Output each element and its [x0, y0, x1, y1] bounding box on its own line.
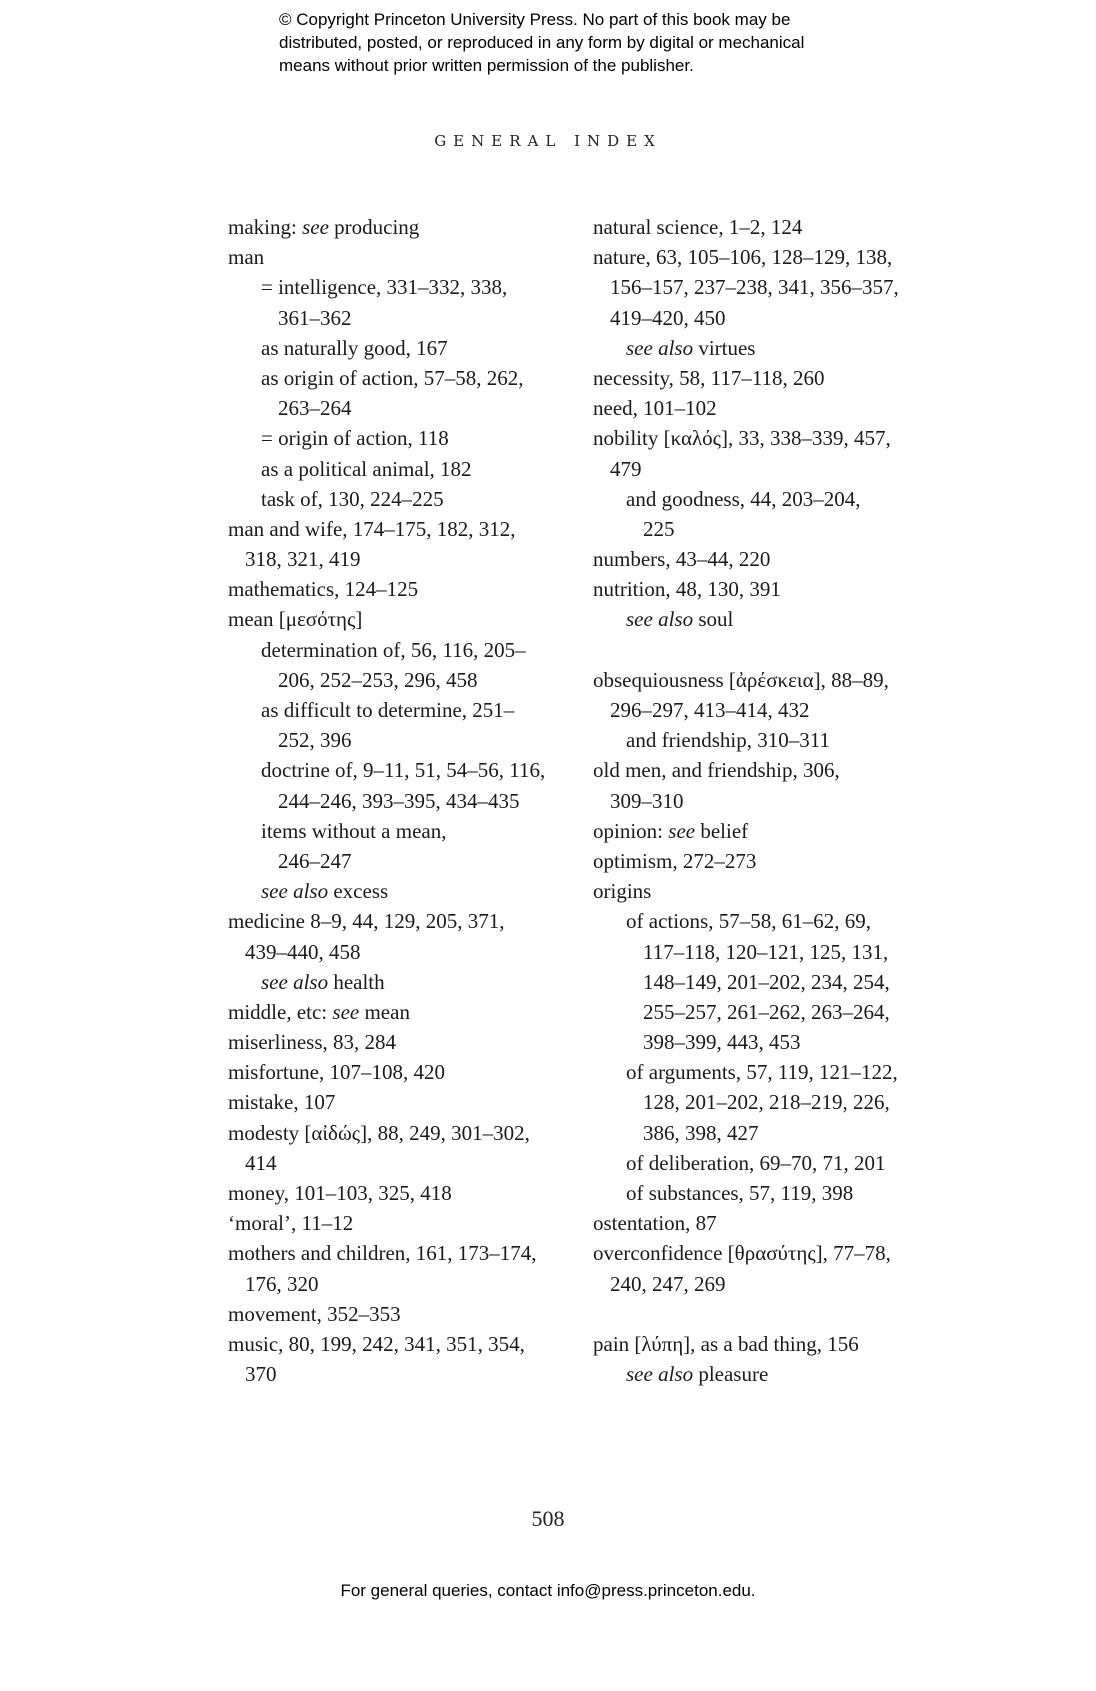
- index-entry-continuation: [593, 997, 953, 1027]
- index-subentry: [593, 1178, 953, 1208]
- index-entry-continuation: [228, 1269, 588, 1299]
- index-subentry: [593, 333, 953, 363]
- footer-contact: For general queries, contact info@press.princeton.edu.: [340, 1581, 756, 1600]
- index-subentry: [593, 1148, 953, 1178]
- index-entry: [228, 212, 588, 242]
- index-entry-text: medicine 8–9, 44, 129, 205, 371,: [228, 909, 505, 934]
- index-entry-text: making:: [228, 215, 303, 239]
- index-entry-continuation: [228, 1359, 588, 1389]
- index-entry-text: man and wife, 174–175, 182, 312,: [228, 516, 516, 541]
- cross-reference-target: virtues: [693, 335, 756, 360]
- index-entry-text: origins: [593, 879, 652, 904]
- index-entry-text: 225: [643, 516, 675, 541]
- index-subentry: [228, 333, 588, 363]
- index-entry-text: 117–118, 120–121, 125, 131,: [643, 939, 889, 964]
- index-entry-text: numbers, 43–44, 220: [593, 547, 771, 572]
- index-entry-text: 318, 321, 419: [245, 547, 361, 572]
- index-entry-text: ‘moral’, 11–12: [228, 1211, 354, 1236]
- index-entry: [228, 514, 588, 544]
- cross-reference-target: mean: [359, 999, 410, 1024]
- index-entry-text: 414: [245, 1150, 277, 1175]
- index-entry: [228, 1238, 588, 1268]
- index-entry-text: nobility [καλός], 33, 338–339, 457,: [593, 426, 891, 451]
- index-entry-text: 439–440, 458: [245, 939, 361, 964]
- index-entry-text: opinion:: [593, 818, 669, 843]
- cross-reference-label: see also: [261, 879, 329, 904]
- cross-reference-label: see also: [626, 335, 694, 360]
- index-entry-continuation: [228, 544, 588, 574]
- cross-reference-target: health: [328, 969, 385, 994]
- index-entry-text: items without a mean,: [261, 818, 447, 843]
- index-entry-text: 263–264: [278, 396, 352, 421]
- index-entry-text: need, 101–102: [593, 396, 717, 421]
- index-entry-continuation: [593, 454, 953, 484]
- index-entry: [228, 604, 588, 634]
- index-subentry: [593, 906, 953, 936]
- index-entry-text: money, 101–103, 325, 418: [228, 1181, 452, 1205]
- index-subentry: [228, 454, 588, 484]
- index-entry-continuation: [228, 303, 588, 333]
- index-entry: [593, 242, 953, 272]
- index-entry: [593, 846, 953, 876]
- index-entry-text: of actions, 57–58, 61–62, 69,: [626, 909, 871, 934]
- index-entry-continuation: [593, 695, 953, 725]
- copyright-line: © Copyright Princeton University Press. No part of this book may be: [279, 10, 791, 29]
- index-entry-continuation: [228, 846, 588, 876]
- index-entry: [593, 212, 953, 242]
- index-entry-continuation: [228, 786, 588, 816]
- index-entry-continuation: [228, 937, 588, 967]
- cross-reference-label: see: [668, 818, 696, 843]
- index-entry-text: of arguments, 57, 119, 121–122,: [626, 1060, 898, 1085]
- index-entry: [593, 755, 953, 785]
- index-subentry: [593, 484, 953, 514]
- index-subentry: [228, 484, 588, 514]
- index-entry: [228, 1087, 588, 1117]
- index-entry: [228, 242, 588, 272]
- copyright-line: means without prior written permission of the publisher.: [279, 56, 694, 75]
- index-subentry: [228, 695, 588, 725]
- index-entry-text: 361–362: [278, 305, 352, 330]
- index-entry-text: pain [λύπη], as a bad thing, 156: [593, 1331, 859, 1356]
- index-entry: [593, 876, 953, 906]
- index-entry: [228, 1299, 588, 1329]
- index-entry: [593, 1208, 953, 1238]
- index-entry-text: 370: [245, 1362, 277, 1387]
- index-entry: [228, 906, 588, 936]
- index-entry-text: nutrition, 48, 130, 391: [593, 577, 781, 602]
- index-column-right: [593, 212, 953, 1389]
- index-entry-continuation: [593, 1269, 953, 1299]
- index-subentry: [228, 816, 588, 846]
- index-entry-text: 386, 398, 427: [643, 1120, 759, 1145]
- index-subentry: [228, 967, 588, 997]
- index-entry-text: 479: [610, 456, 642, 481]
- index-entry: [228, 1057, 588, 1087]
- index-entry-text: 419–420, 450: [610, 305, 726, 330]
- index-entry-text: natural science, 1–2, 124: [593, 215, 803, 239]
- index-subentry: [228, 423, 588, 453]
- index-entry: [228, 1027, 588, 1057]
- index-entry: [593, 393, 953, 423]
- index-entry-text: 240, 247, 269: [610, 1271, 726, 1296]
- index-entry-continuation: [228, 725, 588, 755]
- index-entry-continuation: [593, 937, 953, 967]
- index-subentry: [228, 876, 588, 906]
- cross-reference-target: belief: [695, 818, 749, 843]
- index-entry-text: 246–247: [278, 848, 352, 873]
- index-entry: [228, 1178, 588, 1208]
- index-entry-text: 296–297, 413–414, 432: [610, 698, 810, 722]
- index-entry-text: 255–257, 261–262, 263–264,: [643, 999, 890, 1024]
- cross-reference-label: see: [332, 999, 360, 1024]
- index-entry-text: misfortune, 107–108, 420: [228, 1060, 445, 1085]
- copyright-line: distributed, posted, or reproduced in any form by digital or mechanical: [279, 33, 805, 52]
- index-entry: [593, 544, 953, 574]
- index-entry: [593, 1329, 953, 1359]
- index-group-gap: [593, 1299, 953, 1329]
- index-column-left: [228, 212, 588, 1389]
- index-subentry: [228, 755, 588, 785]
- cross-reference-target: excess: [328, 879, 389, 904]
- index-entry-text: mistake, 107: [228, 1090, 336, 1115]
- index-entry-continuation: [593, 786, 953, 816]
- index-entry-text: task of, 130, 224–225: [261, 486, 444, 511]
- index-entry-continuation: [228, 393, 588, 423]
- index-entry-text: optimism, 272–273: [593, 848, 757, 873]
- index-entry-text: old men, and friendship, 306,: [593, 758, 840, 783]
- index-entry-text: ostentation, 87: [593, 1211, 717, 1236]
- index-entry-continuation: [593, 1118, 953, 1148]
- index-entry: [593, 574, 953, 604]
- index-entry-text: 244–246, 393–395, 434–435: [278, 788, 520, 813]
- index-entry-text: 206, 252–253, 296, 458: [278, 667, 478, 692]
- cross-reference-label: see: [302, 215, 329, 239]
- index-entry-continuation: [228, 665, 588, 695]
- index-entry-text: middle, etc:: [228, 999, 333, 1024]
- page-title: GENERAL INDEX: [434, 132, 662, 150]
- index-subentry: [593, 604, 953, 634]
- index-entry-text: 252, 396: [278, 728, 352, 753]
- index-entry-text: music, 80, 199, 242, 341, 351, 354,: [228, 1331, 525, 1356]
- index-entry: [228, 574, 588, 604]
- index-entry-text: as naturally good, 167: [261, 335, 448, 360]
- index-entry-text: 148–149, 201–202, 234, 254,: [643, 969, 890, 994]
- cross-reference-label: see also: [626, 607, 694, 632]
- index-entry-text: nature, 63, 105–106, 128–129, 138,: [593, 245, 893, 270]
- page-number: 508: [531, 1506, 565, 1531]
- index-entry-continuation: [593, 1027, 953, 1057]
- index-entry-text: necessity, 58, 117–118, 260: [593, 365, 825, 390]
- cross-reference-label: see also: [626, 1362, 694, 1387]
- index-entry-continuation: [593, 967, 953, 997]
- index-entry-text: mothers and children, 161, 173–174,: [228, 1241, 537, 1266]
- index-subentry: [228, 272, 588, 302]
- index-entry-text: determination of, 56, 116, 205–: [261, 637, 526, 662]
- index-entry-text: of substances, 57, 119, 398: [626, 1181, 854, 1205]
- index-entry-text: 156–157, 237–238, 341, 356–357,: [610, 275, 899, 300]
- index-entry-continuation: [593, 272, 953, 302]
- index-subentry: [593, 725, 953, 755]
- index-subentry: [228, 363, 588, 393]
- index-entry: [593, 1238, 953, 1268]
- index-entry: [228, 1329, 588, 1359]
- index-entry-text: 128, 201–202, 218–219, 226,: [643, 1090, 890, 1115]
- index-entry-text: mean [μεσότης]: [228, 607, 363, 632]
- index-entry-continuation: [593, 303, 953, 333]
- index-entry-text: obsequiousness [ἀρέσκεια], 88–89,: [593, 667, 889, 692]
- index-group-gap: [593, 635, 953, 665]
- index-entry-text: man: [228, 245, 265, 270]
- index-entry-continuation: [593, 1087, 953, 1117]
- index-entry-text: = intelligence, 331–332, 338,: [261, 275, 508, 300]
- index-entry: [593, 363, 953, 393]
- index-entry: [228, 997, 588, 1027]
- index-entry-text: modesty [αἰδώς], 88, 249, 301–302,: [228, 1120, 530, 1145]
- index-entry-text: and goodness, 44, 203–204,: [626, 486, 861, 511]
- index-entry-text: doctrine of, 9–11, 51, 54–56, 116,: [261, 758, 546, 783]
- index-entry-text: movement, 352–353: [228, 1301, 401, 1326]
- index-entry: [593, 665, 953, 695]
- cross-reference-label: see also: [261, 969, 329, 994]
- cross-reference-target: pleasure: [693, 1362, 769, 1387]
- index-entry-text: as a political animal, 182: [261, 456, 472, 481]
- index-entry-continuation: [593, 514, 953, 544]
- cross-reference-target: producing: [328, 215, 420, 239]
- copyright-notice: [279, 8, 919, 77]
- index-entry-text: mathematics, 124–125: [228, 577, 419, 602]
- index-entry: [228, 1118, 588, 1148]
- index-entry: [228, 1208, 588, 1238]
- index-entry: [593, 423, 953, 453]
- index-entry-continuation: [228, 1148, 588, 1178]
- index-entry-text: = origin of action, 118: [261, 426, 449, 451]
- index-subentry: [593, 1359, 953, 1389]
- index-entry-text: as difficult to determine, 251–: [261, 698, 515, 722]
- index-entry-text: as origin of action, 57–58, 262,: [261, 365, 524, 390]
- index-subentry: [228, 635, 588, 665]
- index-entry-text: 176, 320: [245, 1271, 319, 1296]
- index-entry-text: of deliberation, 69–70, 71, 201: [626, 1150, 886, 1175]
- index-entry: [593, 816, 953, 846]
- index-entry-text: and friendship, 310–311: [626, 728, 830, 753]
- index-entry-text: miserliness, 83, 284: [228, 1030, 396, 1055]
- index-entry-text: 309–310: [610, 788, 684, 813]
- index-entry-text: overconfidence [θρασύτης], 77–78,: [593, 1241, 891, 1266]
- cross-reference-target: soul: [693, 607, 734, 632]
- index-entry-text: 398–399, 443, 453: [643, 1030, 801, 1055]
- index-subentry: [593, 1057, 953, 1087]
